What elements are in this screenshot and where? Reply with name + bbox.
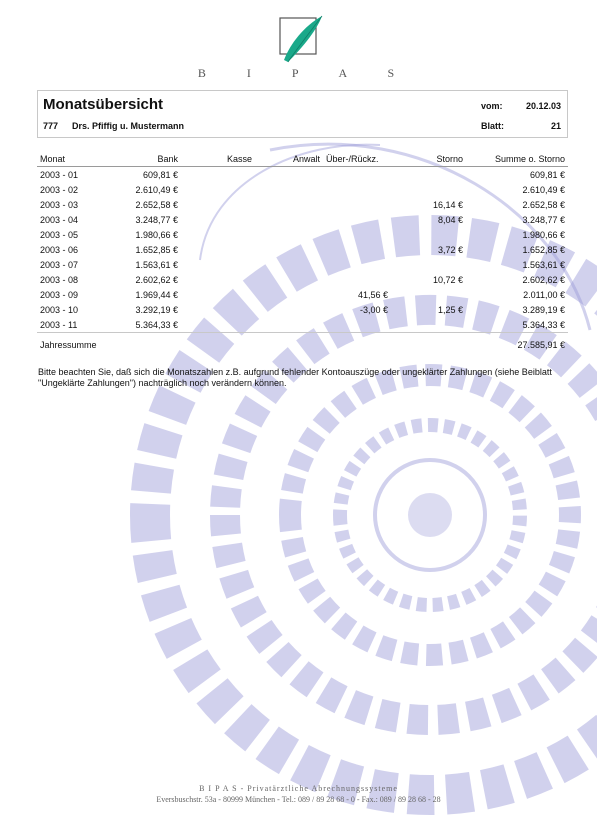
cell-anwalt bbox=[255, 317, 323, 333]
cell-rueckz bbox=[323, 197, 391, 212]
table-header-row bbox=[37, 152, 568, 167]
cell-anwalt bbox=[255, 287, 323, 302]
cell-kasse bbox=[181, 212, 255, 227]
cell-storno: 16,14 € bbox=[432, 199, 463, 210]
header-box bbox=[37, 90, 568, 138]
sheet-value: 21 bbox=[550, 121, 561, 131]
table-row bbox=[37, 182, 568, 197]
cell-rueckz bbox=[323, 257, 391, 272]
sheet-label: Blatt: bbox=[481, 121, 504, 131]
cell-rueckz: -3,00 € bbox=[359, 304, 388, 315]
table-row bbox=[37, 212, 568, 227]
cell-monat: 2003 - 10 bbox=[40, 304, 79, 315]
cell-storno bbox=[391, 257, 466, 272]
cell-bank: 2.602,62 € bbox=[135, 274, 178, 285]
cell-storno bbox=[391, 167, 466, 183]
cell-rueckz bbox=[323, 317, 391, 333]
cell-bank: 2.652,58 € bbox=[135, 199, 178, 210]
cell-kasse bbox=[181, 182, 255, 197]
table-row bbox=[37, 242, 568, 257]
cell-summe: 609,81 € bbox=[529, 169, 565, 180]
cell-monat: 2003 - 01 bbox=[40, 169, 79, 180]
notice-text: Bitte beachten Sie, daß sich die Monatszahlen z.B. aufgrund fehlender Kontoauszüge oder ungeklärter Zahlungen (siehe Beiblatt "Ungeklärte Zahlungen") nachträglich noch verändern können. bbox=[38, 367, 552, 388]
cell-bank: 609,81 € bbox=[142, 169, 178, 180]
cell-kasse bbox=[181, 272, 255, 287]
cell-rueckz bbox=[323, 167, 391, 183]
cell-summe: 5.364,33 € bbox=[522, 319, 565, 330]
footer-address: Eversbuschstr. 53a - 80999 München - Tel.: 089 / 89 28 68 - 0 - Fax.: 089 / 89 28 68 - 28 bbox=[156, 795, 441, 804]
cell-anwalt bbox=[255, 302, 323, 317]
cell-storno bbox=[391, 227, 466, 242]
table-row bbox=[37, 317, 568, 333]
cell-monat: 2003 - 08 bbox=[40, 274, 79, 285]
table-row bbox=[37, 302, 568, 317]
cell-summe: 2.610,49 € bbox=[522, 184, 565, 195]
cell-monat: 2003 - 09 bbox=[40, 289, 79, 300]
total-value: 27.585,91 € bbox=[466, 333, 568, 353]
cell-kasse bbox=[181, 317, 255, 333]
column-header-bank: Bank bbox=[105, 152, 181, 167]
cell-storno bbox=[391, 317, 466, 333]
client-number: 777 bbox=[43, 121, 59, 131]
column-header-monat: Monat bbox=[37, 152, 105, 167]
cell-bank: 5.364,33 € bbox=[135, 319, 178, 330]
cell-summe: 2.011,00 € bbox=[523, 289, 565, 300]
cell-monat: 2003 - 04 bbox=[40, 214, 79, 225]
cell-kasse bbox=[181, 257, 255, 272]
monthly-overview-table bbox=[37, 152, 568, 352]
cell-summe: 3.248,77 € bbox=[522, 214, 565, 225]
cell-summe: 2.652,58 € bbox=[522, 199, 565, 210]
total-label: Jahressumme bbox=[37, 333, 181, 353]
cell-summe: 2.602,62 € bbox=[522, 274, 565, 285]
table-row bbox=[37, 287, 568, 302]
cell-rueckz bbox=[323, 242, 391, 257]
cell-monat: 2003 - 03 bbox=[40, 199, 79, 210]
cell-kasse bbox=[181, 287, 255, 302]
table-row bbox=[37, 272, 568, 287]
cell-summe: 3.289,19 € bbox=[522, 304, 565, 315]
cell-rueckz bbox=[323, 227, 391, 242]
cell-kasse bbox=[181, 242, 255, 257]
cell-monat: 2003 - 07 bbox=[40, 259, 79, 270]
table-row bbox=[37, 167, 568, 183]
cell-rueckz bbox=[323, 272, 391, 287]
cell-summe: 1.980,66 € bbox=[522, 229, 565, 240]
cell-monat: 2003 - 11 bbox=[40, 319, 78, 330]
cell-kasse bbox=[181, 227, 255, 242]
cell-rueckz bbox=[323, 182, 391, 197]
table-row bbox=[37, 257, 568, 272]
cell-storno bbox=[391, 287, 466, 302]
cell-anwalt bbox=[255, 257, 323, 272]
cell-storno: 3,72 € bbox=[437, 244, 463, 255]
cell-storno: 10,72 € bbox=[432, 274, 463, 285]
client-name: Drs. Pfiffig u. Mustermann bbox=[72, 121, 185, 131]
cell-bank: 3.292,19 € bbox=[135, 304, 178, 315]
cell-anwalt bbox=[255, 212, 323, 227]
cell-storno: 1,25 € bbox=[437, 304, 463, 315]
date-label: vom: bbox=[481, 101, 503, 111]
cell-kasse bbox=[181, 167, 255, 183]
column-header-rueckz: Über-/Rückz. bbox=[323, 152, 391, 167]
cell-rueckz: 41,56 € bbox=[357, 289, 388, 300]
cell-summe: 1.563,61 € bbox=[522, 259, 565, 270]
footer-company: B I P A S - Privatärztliche Abrechnungssysteme bbox=[199, 784, 398, 793]
cell-bank: 1.980,66 € bbox=[135, 229, 178, 240]
column-header-storno: Storno bbox=[391, 152, 466, 167]
cell-rueckz bbox=[323, 212, 391, 227]
page-title: Monatsübersicht bbox=[43, 96, 164, 113]
cell-anwalt bbox=[255, 272, 323, 287]
cell-monat: 2003 - 05 bbox=[40, 229, 79, 240]
footer bbox=[0, 784, 597, 804]
cell-summe: 1.652,85 € bbox=[522, 244, 565, 255]
cell-monat: 2003 - 02 bbox=[40, 184, 79, 195]
column-header-summe: Summe o. Storno bbox=[466, 152, 568, 167]
cell-bank: 1.563,61 € bbox=[135, 259, 178, 270]
date-value: 20.12.03 bbox=[525, 101, 561, 111]
table-row bbox=[37, 227, 568, 242]
column-header-kasse: Kasse bbox=[181, 152, 255, 167]
cell-anwalt bbox=[255, 242, 323, 257]
cell-storno bbox=[391, 182, 466, 197]
cell-bank: 1.652,85 € bbox=[135, 244, 178, 255]
cell-bank: 1.969,44 € bbox=[135, 289, 178, 300]
cell-anwalt bbox=[255, 227, 323, 242]
cell-kasse bbox=[181, 302, 255, 317]
cell-bank: 2.610,49 € bbox=[135, 184, 178, 195]
brand-name: B I P A S bbox=[197, 66, 414, 80]
column-header-anwalt: Anwalt bbox=[255, 152, 323, 167]
cell-anwalt bbox=[255, 197, 323, 212]
table-row bbox=[37, 197, 568, 212]
cell-bank: 3.248,77 € bbox=[135, 214, 178, 225]
cell-anwalt bbox=[255, 167, 323, 183]
quill-pen-icon bbox=[270, 14, 326, 66]
cell-kasse bbox=[181, 197, 255, 212]
cell-monat: 2003 - 06 bbox=[40, 244, 79, 255]
cell-storno: 8,04 € bbox=[437, 214, 463, 225]
cell-anwalt bbox=[255, 182, 323, 197]
total-row bbox=[37, 333, 568, 353]
